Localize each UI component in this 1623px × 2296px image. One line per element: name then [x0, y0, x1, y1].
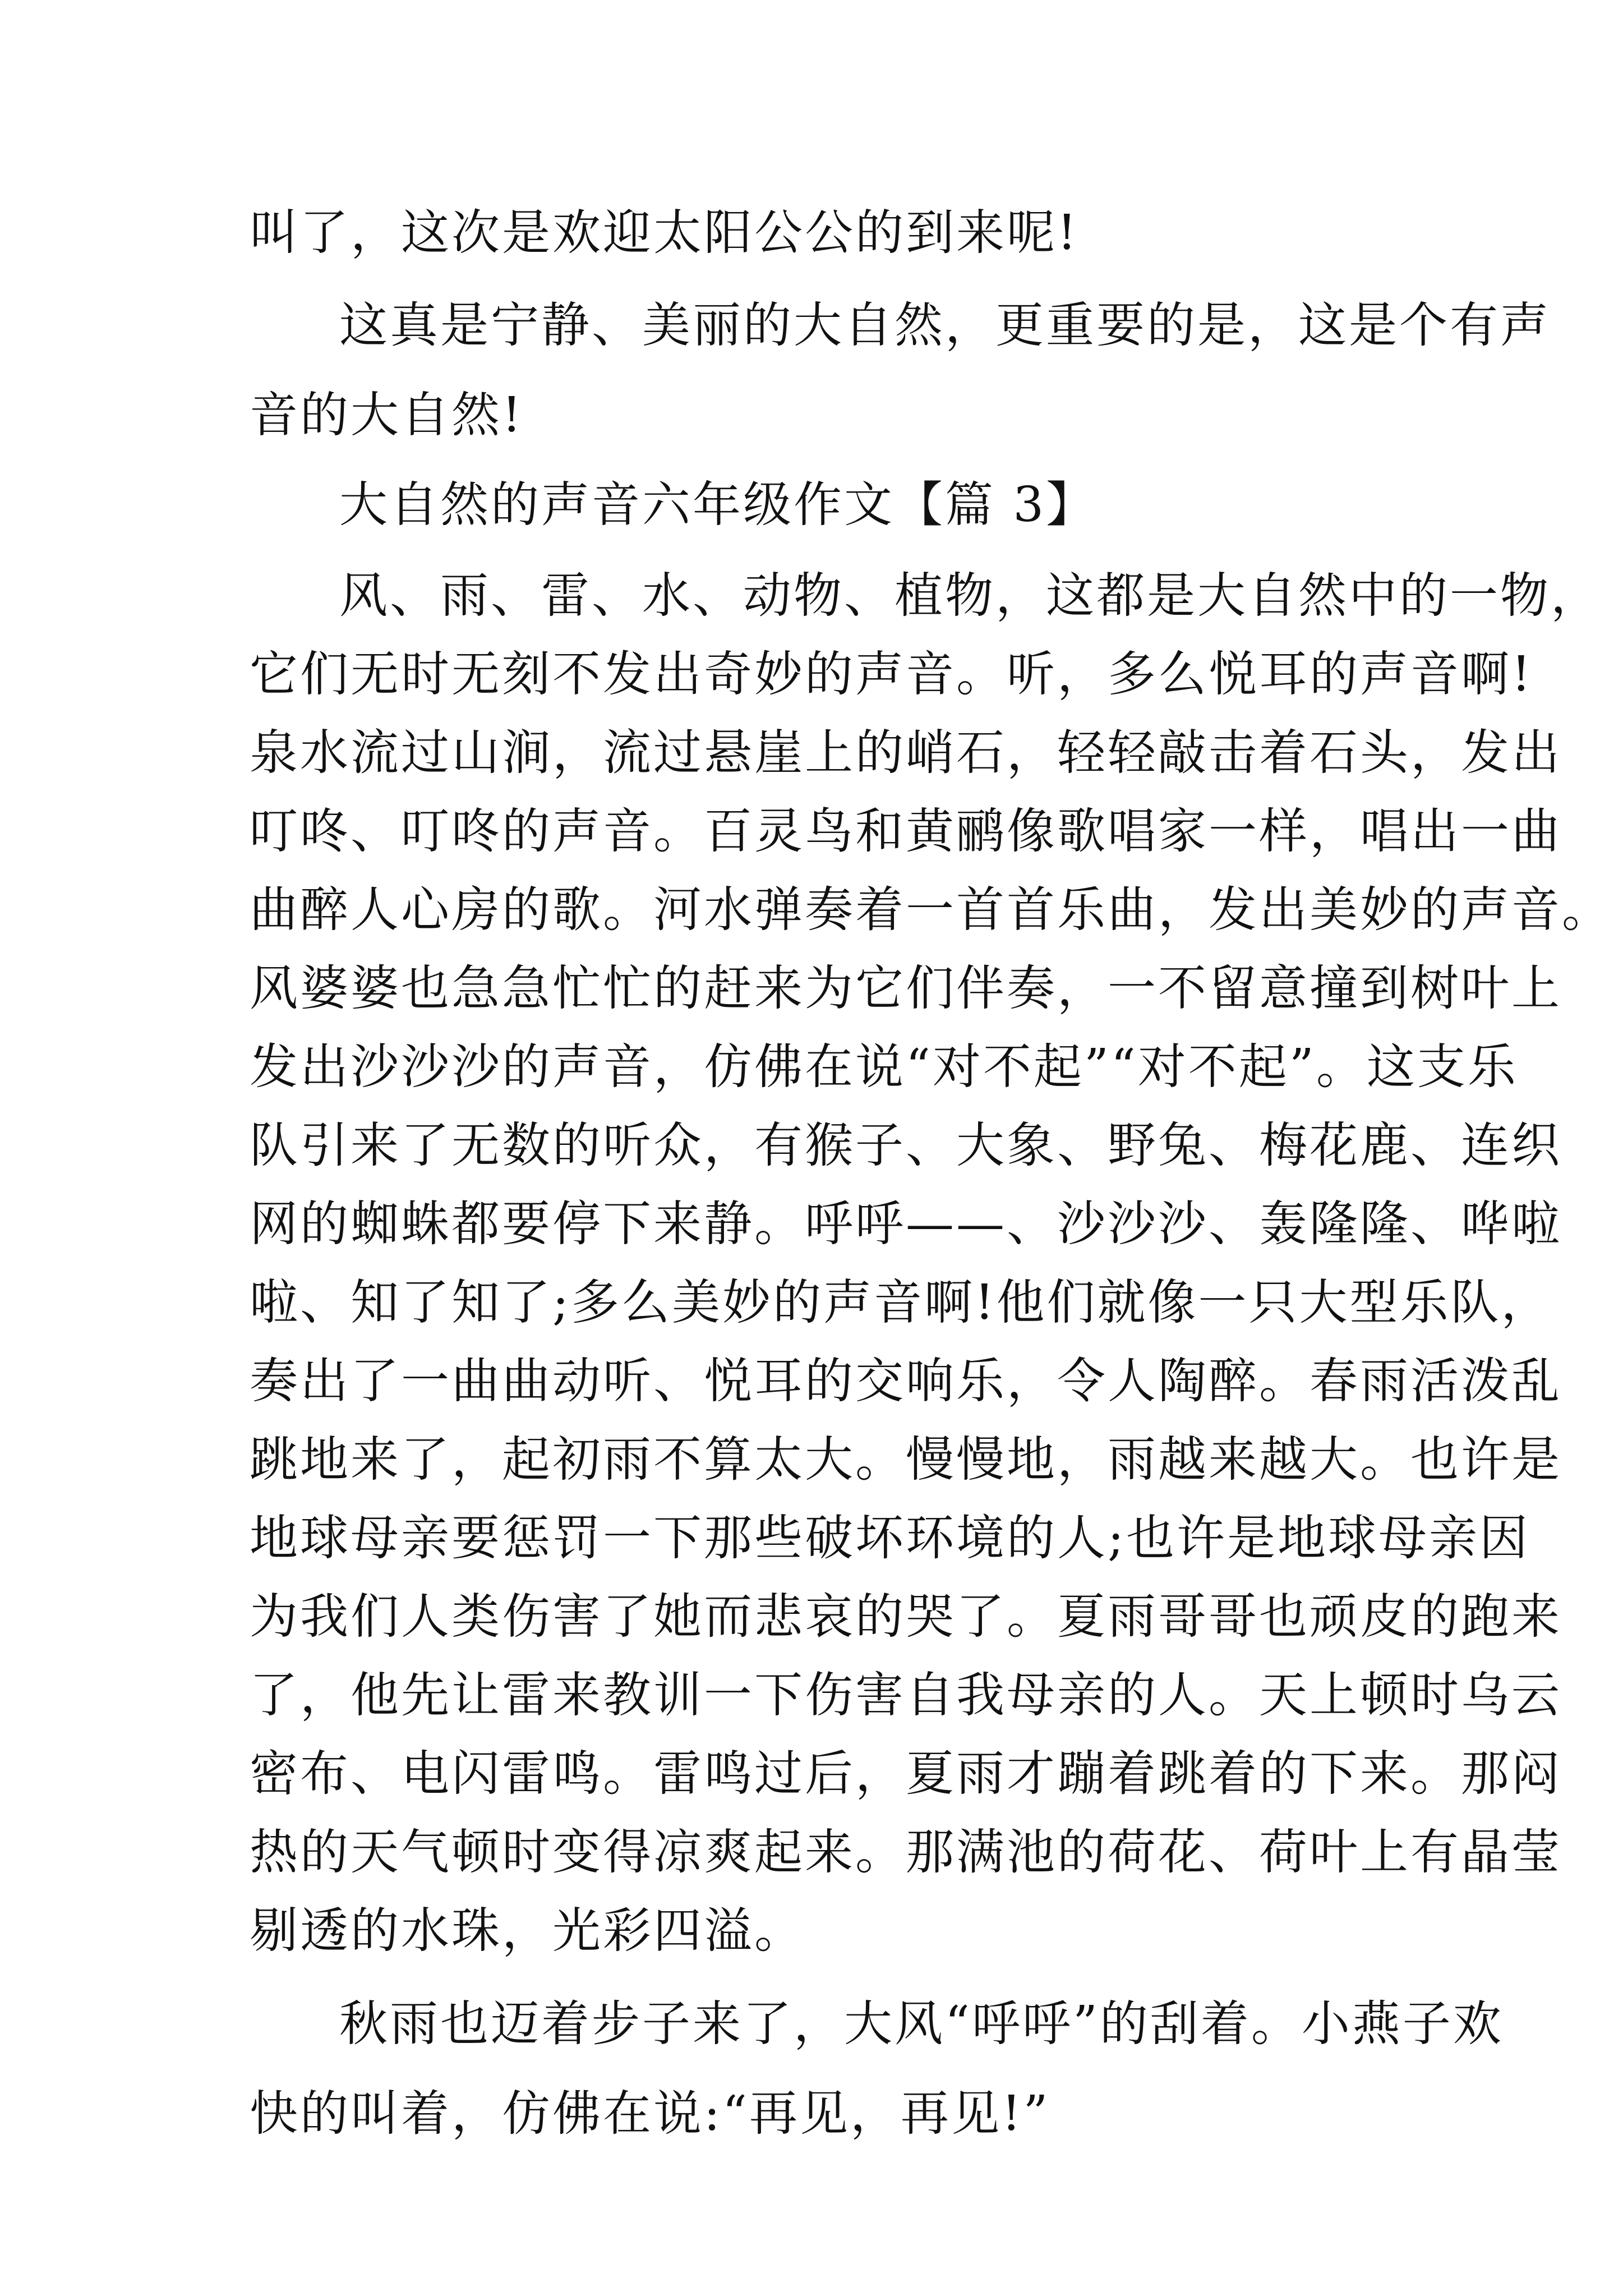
text-line: 秋雨也迈着步子来了，大风“呼呼”的刮着。小燕子欢: [339, 1996, 1504, 2052]
text-line: 剔透的水珠，光彩四溢。: [250, 1903, 805, 1959]
text-line: 网的蜘蛛都要停下来静。呼呼——、沙沙沙、轰隆隆、哗啦: [250, 1196, 1562, 1252]
text-line: 叫了，这次是欢迎太阳公公的到来呢!: [250, 205, 1079, 261]
text-line: 跳地来了，起初雨不算太大。慢慢地，雨越来越大。也许是: [250, 1432, 1562, 1488]
text-line: 队引来了无数的听众，有猴子、大象、野兔、梅花鹿、连织: [250, 1117, 1562, 1174]
text-line: 这真是宁静、美丽的大自然，更重要的是，这是个有声: [339, 297, 1551, 353]
text-line: 密布、电闪雷鸣。雷鸣过后，夏雨才蹦着跳着的下来。那闷: [250, 1746, 1562, 1802]
text-line: 啦、知了知了;多么美妙的声音啊!他们就像一只大型乐队，: [250, 1274, 1552, 1331]
text-line: 奏出了一曲曲动听、悦耳的交响乐，令人陶醉。春雨活泼乱: [250, 1353, 1562, 1409]
text-line: 曲醉人心房的歌。河水弹奏着一首首乐曲，发出美妙的声音。: [250, 882, 1612, 938]
text-line: 为我们人类伤害了她而悲哀的哭了。夏雨哥哥也顽皮的跑来: [250, 1589, 1562, 1645]
text-line: 快的叫着，仿佛在说:“再见，再见!”: [250, 2086, 1050, 2142]
text-line: 它们无时无刻不发出奇妙的声音。听，多么悦耳的声音啊!: [250, 646, 1533, 702]
text-line: 热的天气顿时变得凉爽起来。那满池的荷花、荷叶上有晶莹: [250, 1824, 1562, 1880]
text-line: 发出沙沙沙的声音，仿佛在说“对不起”“对不起”。这支乐: [250, 1039, 1518, 1095]
section-heading: 大自然的声音六年级作文【篇 3】: [339, 477, 1097, 533]
text-line: 叮咚、叮咚的声音。百灵鸟和黄鹂像歌唱家一样，唱出一曲: [250, 803, 1562, 859]
text-line: 地球母亲要惩罚一下那些破坏环境的人;也许是地球母亲因: [250, 1510, 1530, 1566]
text-line: 泉水流过山涧，流过悬崖上的峭石，轻轻敲击着石头，发出: [250, 725, 1562, 781]
text-line: 风婆婆也急急忙忙的赶来为它们伴奏，一不留意撞到树叶上: [250, 960, 1562, 1016]
text-line: 了，他先让雷来教训一下伤害自我母亲的人。天上顿时乌云: [250, 1667, 1562, 1723]
text-line: 风、雨、雷、水、动物、植物，这都是大自然中的一物，: [339, 568, 1601, 624]
text-line: 音的大自然!: [250, 387, 524, 443]
